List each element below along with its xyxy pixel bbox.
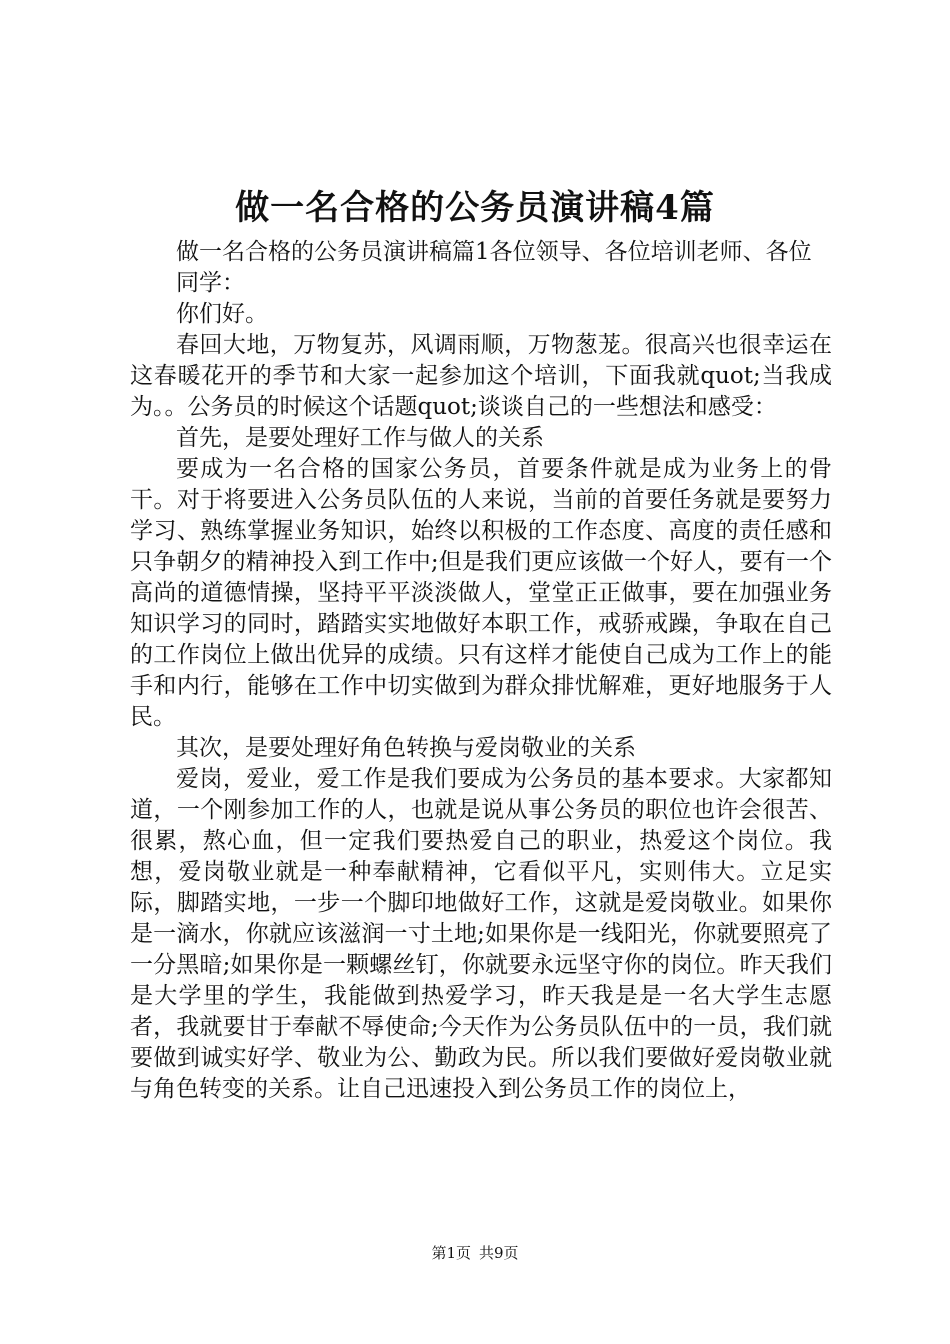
paragraph-5: 要成为一名合格的国家公务员，首要条件就是成为业务上的骨干。对于将要进入公务员队伍的人来说，当前的首要任务就是要努力学习、熟练掌握业务知识，始终以积极的工作态度、高度的责任感和只争朝夕的精神投入到工作中;但是我们更应该做一个好人，要有一个高尚的道德情操，坚持平平淡淡做人，堂堂正正做事，要在加强业务知识学习的同时，踏踏实实地做好本职工作，戒骄戒躁，争取在自己的工作岗位上做出优异的成绩。只有这样才能使自己成为工作上的能手和内行，能够在工作中切实做到为群众排忧解难，更好地服务于人民。 [130, 456, 832, 730]
page-footer [0, 1243, 950, 1263]
paragraph-1: 做一名合格的公务员演讲稿篇1各位领导、各位培训老师、各位 [176, 239, 812, 265]
document-title: 做一名合格的公务员演讲稿4篇 [235, 188, 715, 228]
paragraph-4: 春回大地，万物复苏，风调雨顺，万物葱茏。很高兴也很幸运在这春暖花开的季节和大家一起参加这个培训，下面我就quot;当我成为。。公务员的时候这个话题quot;谈谈自己的一些想法和感受： [130, 332, 832, 420]
section-heading-2: 其次，是要处理好角色转换与爱岗敬业的关系 [176, 735, 636, 761]
section-heading-1: 首先，是要处理好工作与做人的关系 [176, 425, 544, 451]
page-number: 第1页 [431, 1244, 471, 1262]
document-body [130, 237, 832, 1105]
paragraph-2: 同学： [176, 270, 245, 296]
paragraph-6: 爱岗，爱业，爱工作是我们要成为公务员的基本要求。大家都知道，一个刚参加工作的人，也就是说从事公务员的职位也许会很苦、很累，熬心血，但一定我们要热爱自己的职业，热爱这个岗位。我想，爱岗敬业就是一种奉献精神，它看似平凡，实则伟大。立足实际，脚踏实地，一步一个脚印地做好工作，这就是爱岗敬业。如果你是一滴水，你就应该滋润一寸土地;如果你是一线阳光，你就要照亮了一分黑暗;如果你是一颗螺丝钉，你就要永远坚守你的岗位。昨天我们是大学里的学生，我能做到热爱学习，昨天我是是一名大学生志愿者，我就要甘于奉献不辱使命;今天作为公务员队伍中的一员，我们就要做到诚实好学、敬业为公、勤政为民。所以我们要做好爱岗敬业就与角色转变的关系。让自己迅速投入到公务员工作的岗位上， [130, 766, 832, 1102]
paragraph-3: 你们好。 [176, 301, 268, 327]
page-total: 共9页 [479, 1244, 519, 1262]
